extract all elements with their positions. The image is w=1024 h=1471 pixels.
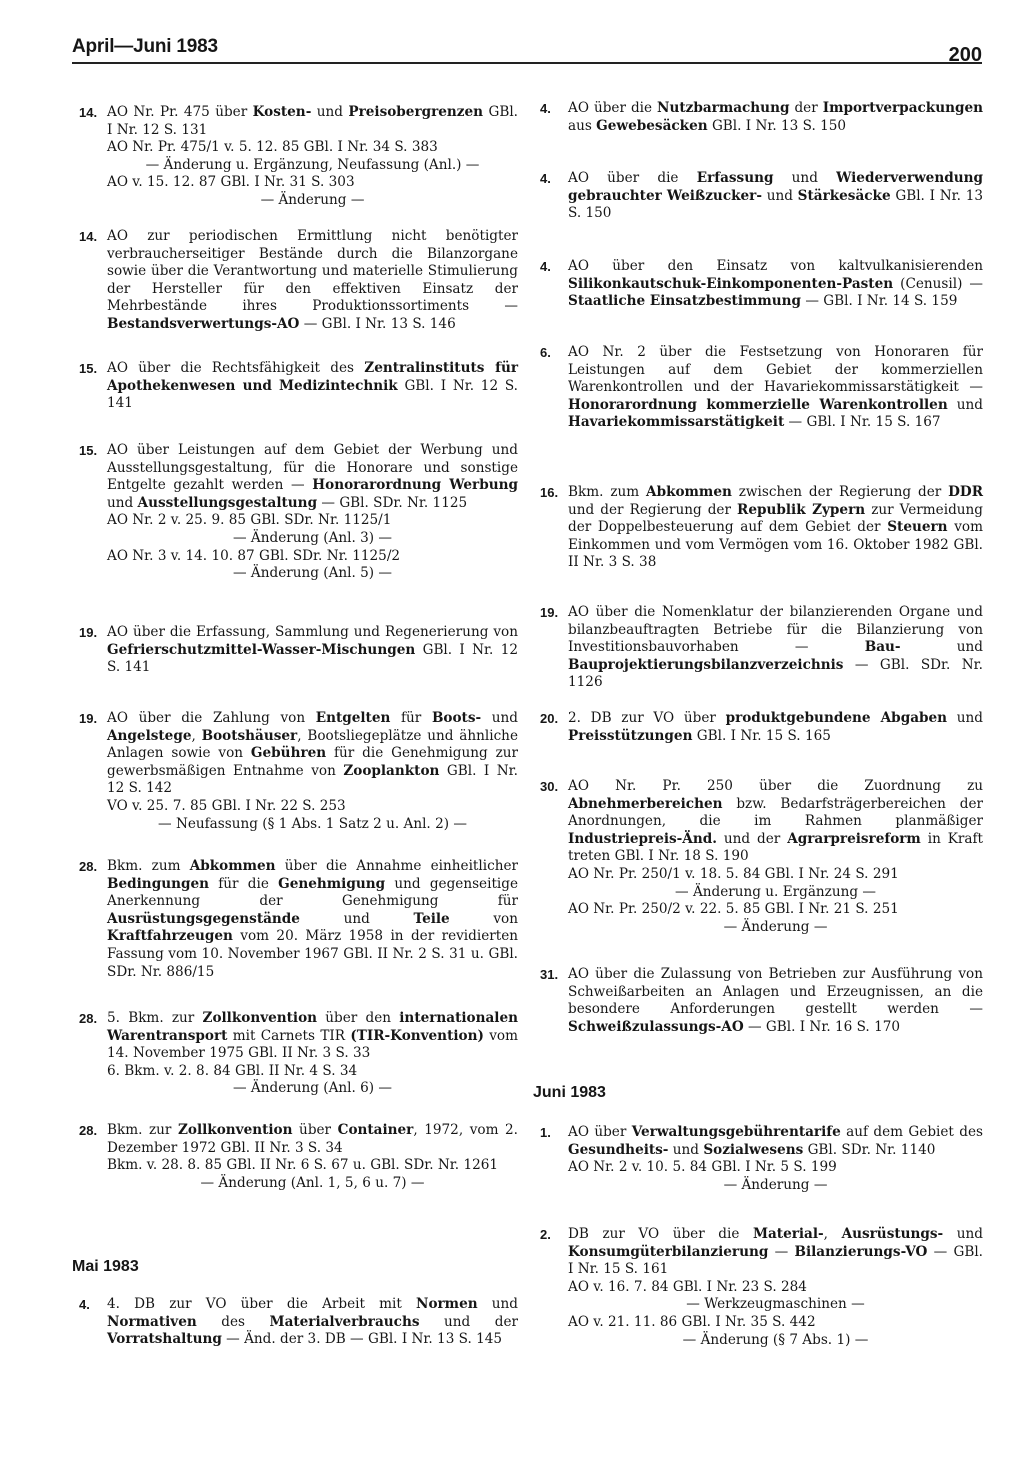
register-entry <box>72 1122 518 1192</box>
entry-day-number: 4. <box>540 101 551 116</box>
entry-day-number: 15. <box>79 361 98 376</box>
register-entry <box>533 778 983 936</box>
entry-text <box>568 100 983 135</box>
entry-text <box>107 1010 518 1098</box>
entry-text <box>568 170 983 223</box>
amendment-note: — Änderung u. Ergänzung — <box>675 883 876 900</box>
entry-title: AO über die Erfassung, Sammlung und Regenerierung von Gefrierschutzmittel-Wasser-Mischungen GBl. I Nr. 12 S. 141 <box>107 624 518 676</box>
amendment-note: — Änderung — <box>260 191 365 208</box>
entry-title: AO über die Zulassung von Betrieben zur Ausführung von Schweißarbeiten an Anlagen und Erzeugnissen, an die besondere Anforderungen gestellt werden — Schweißzulassungs-AO — GBl. I Nr. 16 S. 170 <box>568 966 983 1035</box>
amendment-reference: VO v. 25. 7. 85 GBl. I Nr. 22 S. 253 <box>107 797 346 814</box>
amendment-note: — Änderung u. Ergänzung, Neufassung (Anl.) — <box>145 156 480 173</box>
entry-day-number: 1. <box>540 1125 551 1140</box>
entry-text <box>568 966 983 1036</box>
entry-text <box>568 604 983 692</box>
amendment-reference: AO Nr. Pr. 475/1 v. 5. 12. 85 GBl. I Nr. 34 S. 383 <box>107 139 438 156</box>
register-entry <box>72 442 518 583</box>
month-section-heading: Mai 1983 <box>72 1258 139 1275</box>
amendment-note: — Werkzeugmaschinen — <box>686 1296 865 1313</box>
amendment-note: — Änderung (Anl. 3) — <box>233 529 392 546</box>
entry-day-number: 14. <box>79 229 98 244</box>
register-entry <box>533 710 983 745</box>
entry-text <box>107 624 518 677</box>
month-section-heading: Juni 1983 <box>533 1084 606 1101</box>
page-header-title: April—Juni 1983 <box>72 36 218 57</box>
entry-day-number: 28. <box>79 1123 98 1138</box>
register-entry <box>533 604 983 692</box>
entry-text <box>107 360 518 413</box>
amendment-note: — Änderung — <box>723 918 828 935</box>
register-entry <box>72 624 518 677</box>
register-entry <box>533 170 983 223</box>
entry-title: AO Nr. Pr. 475 über Kosten- und Preisobergrenzen GBl. I Nr. 12 S. 131 <box>107 104 518 138</box>
entry-text <box>107 1122 518 1192</box>
entry-text <box>568 258 983 311</box>
register-entry <box>72 858 518 981</box>
entry-text <box>568 344 983 432</box>
amendment-reference: 6. Bkm. v. 2. 8. 84 GBl. II Nr. 4 S. 34 <box>107 1062 358 1079</box>
amendment-reference: AO v. 16. 7. 84 GBl. I Nr. 23 S. 284 <box>568 1278 807 1295</box>
entry-title: AO Nr. Pr. 250 über die Zuordnung zu Abnehmerbereichen bzw. Bedarfsträgerbereichen der Anordnungen, die im Rahmen planmäßiger Industriepreis-Änd. und der Agrarpreisreform in Kraft treten GBl. I Nr. 18 S. 190 <box>568 778 984 865</box>
entry-text <box>568 710 983 745</box>
entry-text <box>107 442 518 583</box>
amendment-note: — Änderung — <box>723 1176 828 1193</box>
entry-title: AO Nr. 2 über die Festsetzung von Honoraren für Leistungen auf dem Gebiet der kommerziellen Warenkontrollen und der Havariekommissarstätigkeit — Honorarordnung kommerzielle Warenkontrollen und Havariekommissarstätigkeit — GBl. I Nr. 15 S. 167 <box>568 344 983 431</box>
entry-day-number: 20. <box>540 711 559 726</box>
entry-title: 4. DB zur VO über die Arbeit mit Normen und Normativen des Materialverbrauchs und der Vorratshaltung — Änd. der 3. DB — GBl. I Nr. 13 S. 145 <box>107 1296 518 1348</box>
amendment-reference: AO Nr. 3 v. 14. 10. 87 GBl. SDr. Nr. 1125/2 <box>107 547 401 564</box>
amendment-reference: AO Nr. 2 v. 25. 9. 85 GBl. SDr. Nr. 1125/1 <box>107 512 392 529</box>
entry-title: Bkm. zum Abkommen über die Annahme einheitlicher Bedingungen für die Genehmigung und gegenseitige Anerkennung der Genehmigung für Ausrüstungsgegenstände und Teile von Kraftfahrzeugen vom 20. März 1958 in der revidierten Fassung vom 10. November 1967 GBl. II Nr. 2 S. 31 u. GBl. SDr. Nr. 886/15 <box>107 858 519 980</box>
register-entry <box>533 258 983 311</box>
entry-day-number: 4. <box>540 259 551 274</box>
amendment-reference: AO v. 21. 11. 86 GBl. I Nr. 35 S. 442 <box>568 1313 816 1330</box>
entry-text <box>568 484 983 572</box>
entry-title: Bkm. zum Abkommen zwischen der Regierung der DDR und der Regierung der Republik Zypern zur Vermeidung der Doppelbesteuerung auf dem Gebiet der Steuern vom Einkommen und vom Vermögen vom 16. Oktober 1982 GBl. II Nr. 3 S. 38 <box>568 484 984 571</box>
entry-day-number: 30. <box>540 779 559 794</box>
amendment-note: — Änderung (Anl. 1, 5, 6 u. 7) — <box>200 1174 425 1191</box>
amendment-note: — Änderung (Anl. 5) — <box>233 565 392 582</box>
entry-text <box>107 710 518 833</box>
entry-day-number: 19. <box>540 605 559 620</box>
entry-text <box>568 1226 983 1349</box>
entry-title: AO über die Rechtsfähigkeit des Zentralinstituts für Apothekenwesen und Medizintechnik GBl. I Nr. 12 S. 141 <box>107 360 518 412</box>
page-number: 200 <box>948 44 982 66</box>
entry-title: AO über den Einsatz von kaltvulkanisierenden Silikonkautschuk-Einkomponenten-Pasten (Cenusil) — Staatliche Einsatzbestimmung — GBl. I Nr. 14 S. 159 <box>568 258 983 310</box>
amendment-reference: AO Nr. Pr. 250/1 v. 18. 5. 84 GBl. I Nr. 24 S. 291 <box>568 865 899 882</box>
amendment-reference: Bkm. v. 28. 8. 85 GBl. II Nr. 6 S. 67 u. GBl. SDr. Nr. 1261 <box>107 1157 499 1174</box>
entry-day-number: 14. <box>79 105 98 120</box>
register-entry <box>72 710 518 833</box>
entry-title: 2. DB zur VO über produktgebundene Abgaben und Preisstützungen GBl. I Nr. 15 S. 165 <box>568 710 983 744</box>
register-entry <box>72 228 518 334</box>
register-entry <box>72 360 518 413</box>
register-entry <box>533 484 983 572</box>
entry-day-number: 15. <box>79 443 98 458</box>
amendment-reference: AO v. 15. 12. 87 GBl. I Nr. 31 S. 303 <box>107 174 355 191</box>
entry-title: 5. Bkm. zur Zollkonvention über den internationalen Warentransport mit Carnets TIR (TIR-Konvention) vom 14. November 1975 GBl. II Nr. 3 S. 33 <box>107 1010 518 1062</box>
register-entry <box>72 1010 518 1098</box>
entry-text <box>568 778 983 936</box>
register-entry <box>533 1226 983 1349</box>
amendment-note: — Neufassung (§ 1 Abs. 1 Satz 2 u. Anl. 2) — <box>158 815 467 832</box>
amendment-reference: AO Nr. Pr. 250/2 v. 22. 5. 85 GBl. I Nr. 21 S. 251 <box>568 901 899 918</box>
register-entry <box>72 104 518 210</box>
register-entry <box>533 1124 983 1194</box>
entry-day-number: 31. <box>540 967 559 982</box>
entry-day-number: 4. <box>79 1297 90 1312</box>
entry-day-number: 28. <box>79 859 98 874</box>
entry-title: AO über die Zahlung von Entgelten für Boots- und Angelstege, Bootshäuser, Bootsliegeplätze und ähnliche Anlagen sowie von Gebühren für die Genehmigung zur gewerbsmäßigen Entnahme von Zooplankton GBl. I Nr. 12 S. 142 <box>107 710 518 797</box>
entry-title: AO über die Nomenklatur der bilanzierenden Organe und bilanzbeauftragten Betriebe für die Bilanzierung von Investitionsbauvorhaben — Bau- und Bauprojektierungsbilanzverzeichnis — GBl. SDr. Nr. 1126 <box>568 604 983 691</box>
entry-day-number: 6. <box>540 345 551 360</box>
entry-text <box>107 858 518 981</box>
entry-day-number: 4. <box>540 171 551 186</box>
entry-day-number: 19. <box>79 625 98 640</box>
entry-text <box>568 1124 983 1194</box>
entry-title: Bkm. zur Zollkonvention über Container, 1972, vom 2. Dezember 1972 GBl. II Nr. 3 S. 34 <box>107 1122 518 1156</box>
entry-title: AO über Leistungen auf dem Gebiet der Werbung und Ausstellungsgestaltung, für die Honorare und sonstige Entgelte gezahlt werden — Honorarordnung Werbung und Ausstellungsgestaltung — GBl. SDr. Nr. 1125 <box>107 442 518 511</box>
entry-day-number: 19. <box>79 711 98 726</box>
register-entry <box>533 966 983 1036</box>
register-entry <box>533 344 983 432</box>
entry-title: AO zur periodischen Ermittlung nicht benötigter verbraucherseitiger Bestände durch die Bilanzorgane sowie über die Verantwortung und materielle Stimulierung der Hersteller für den effektiven Einsatz der Mehrbestände ihres Produktionssortiments — Bestandsverwertungs-AO — GBl. I Nr. 13 S. 146 <box>107 228 518 332</box>
entry-title: AO über die Erfassung und Wiederverwendung gebrauchter Weißzucker- und Stärkesäcke GBl. I Nr. 13 S. 150 <box>568 170 983 222</box>
register-entry <box>72 1296 518 1349</box>
entry-title: AO über Verwaltungsgebührentarife auf dem Gebiet des Gesundheits- und Sozialwesens GBl. SDr. Nr. 1140 <box>568 1124 984 1158</box>
entry-day-number: 2. <box>540 1227 551 1242</box>
entry-title: AO über die Nutzbarmachung der Importverpackungen aus Gewebesäcken GBl. I Nr. 13 S. 150 <box>568 100 983 134</box>
amendment-reference: AO Nr. 2 v. 10. 5. 84 GBl. I Nr. 5 S. 199 <box>568 1159 837 1176</box>
entry-title: DB zur VO über die Material-, Ausrüstungs- und Konsumgüterbilanzierung — Bilanzierungs-VO — GBl. I Nr. 15 S. 161 <box>568 1226 983 1278</box>
entry-text <box>107 1296 518 1349</box>
entry-day-number: 28. <box>79 1011 98 1026</box>
entry-text <box>107 228 518 334</box>
amendment-note: — Änderung (Anl. 6) — <box>233 1080 392 1097</box>
entry-text <box>107 104 518 210</box>
header-rule <box>72 62 982 64</box>
amendment-note: — Änderung (§ 7 Abs. 1) — <box>682 1331 869 1348</box>
entry-day-number: 16. <box>540 485 559 500</box>
register-entry <box>533 100 983 135</box>
